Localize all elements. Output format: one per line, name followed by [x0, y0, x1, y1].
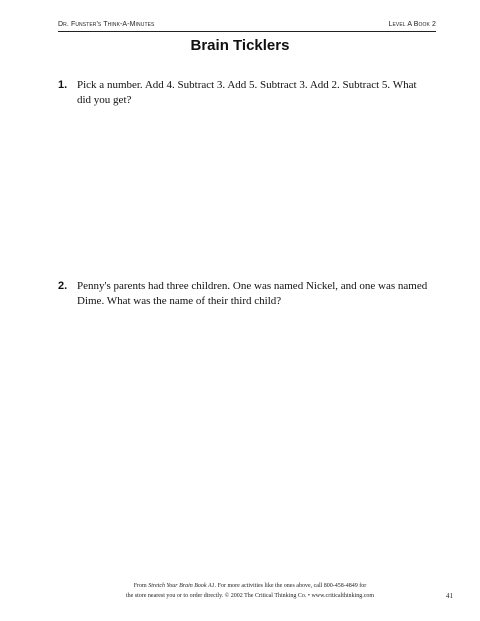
footer-credit	[70, 581, 430, 601]
question-text: Pick a number. Add 4. Subtract 3. Add 5. Subtract 3. Add 2. Subtract 5. What did you get?	[77, 79, 417, 106]
running-header-left: Dr. Funster's Think-A-Minutes	[58, 21, 155, 28]
footer-line-1-rest: For more activities like the ones above, call 800-458-4849 for	[216, 583, 367, 589]
page-title: Brain Ticklers	[190, 37, 290, 54]
question-text: Penny's parents had three children. One was named Nickel, and one was named Dime. What was the name of their third child?	[77, 280, 428, 307]
page-number: 41	[446, 592, 453, 600]
footer-prefix: From	[133, 583, 149, 589]
footer-line-1	[70, 581, 430, 591]
footer-book-title: Stretch Your Brain Book A1.	[148, 583, 217, 589]
question-2	[58, 279, 436, 309]
running-header-right: Level A Book 2	[388, 21, 436, 28]
footer-line-2: the store nearest you or to order directly. © 2002 The Critical Thinking Co. • www.criticalthinking.com	[125, 593, 375, 599]
question-1	[58, 78, 436, 108]
question-number: 1.	[58, 79, 68, 91]
question-number: 2.	[58, 280, 68, 292]
header-rule	[58, 31, 436, 32]
